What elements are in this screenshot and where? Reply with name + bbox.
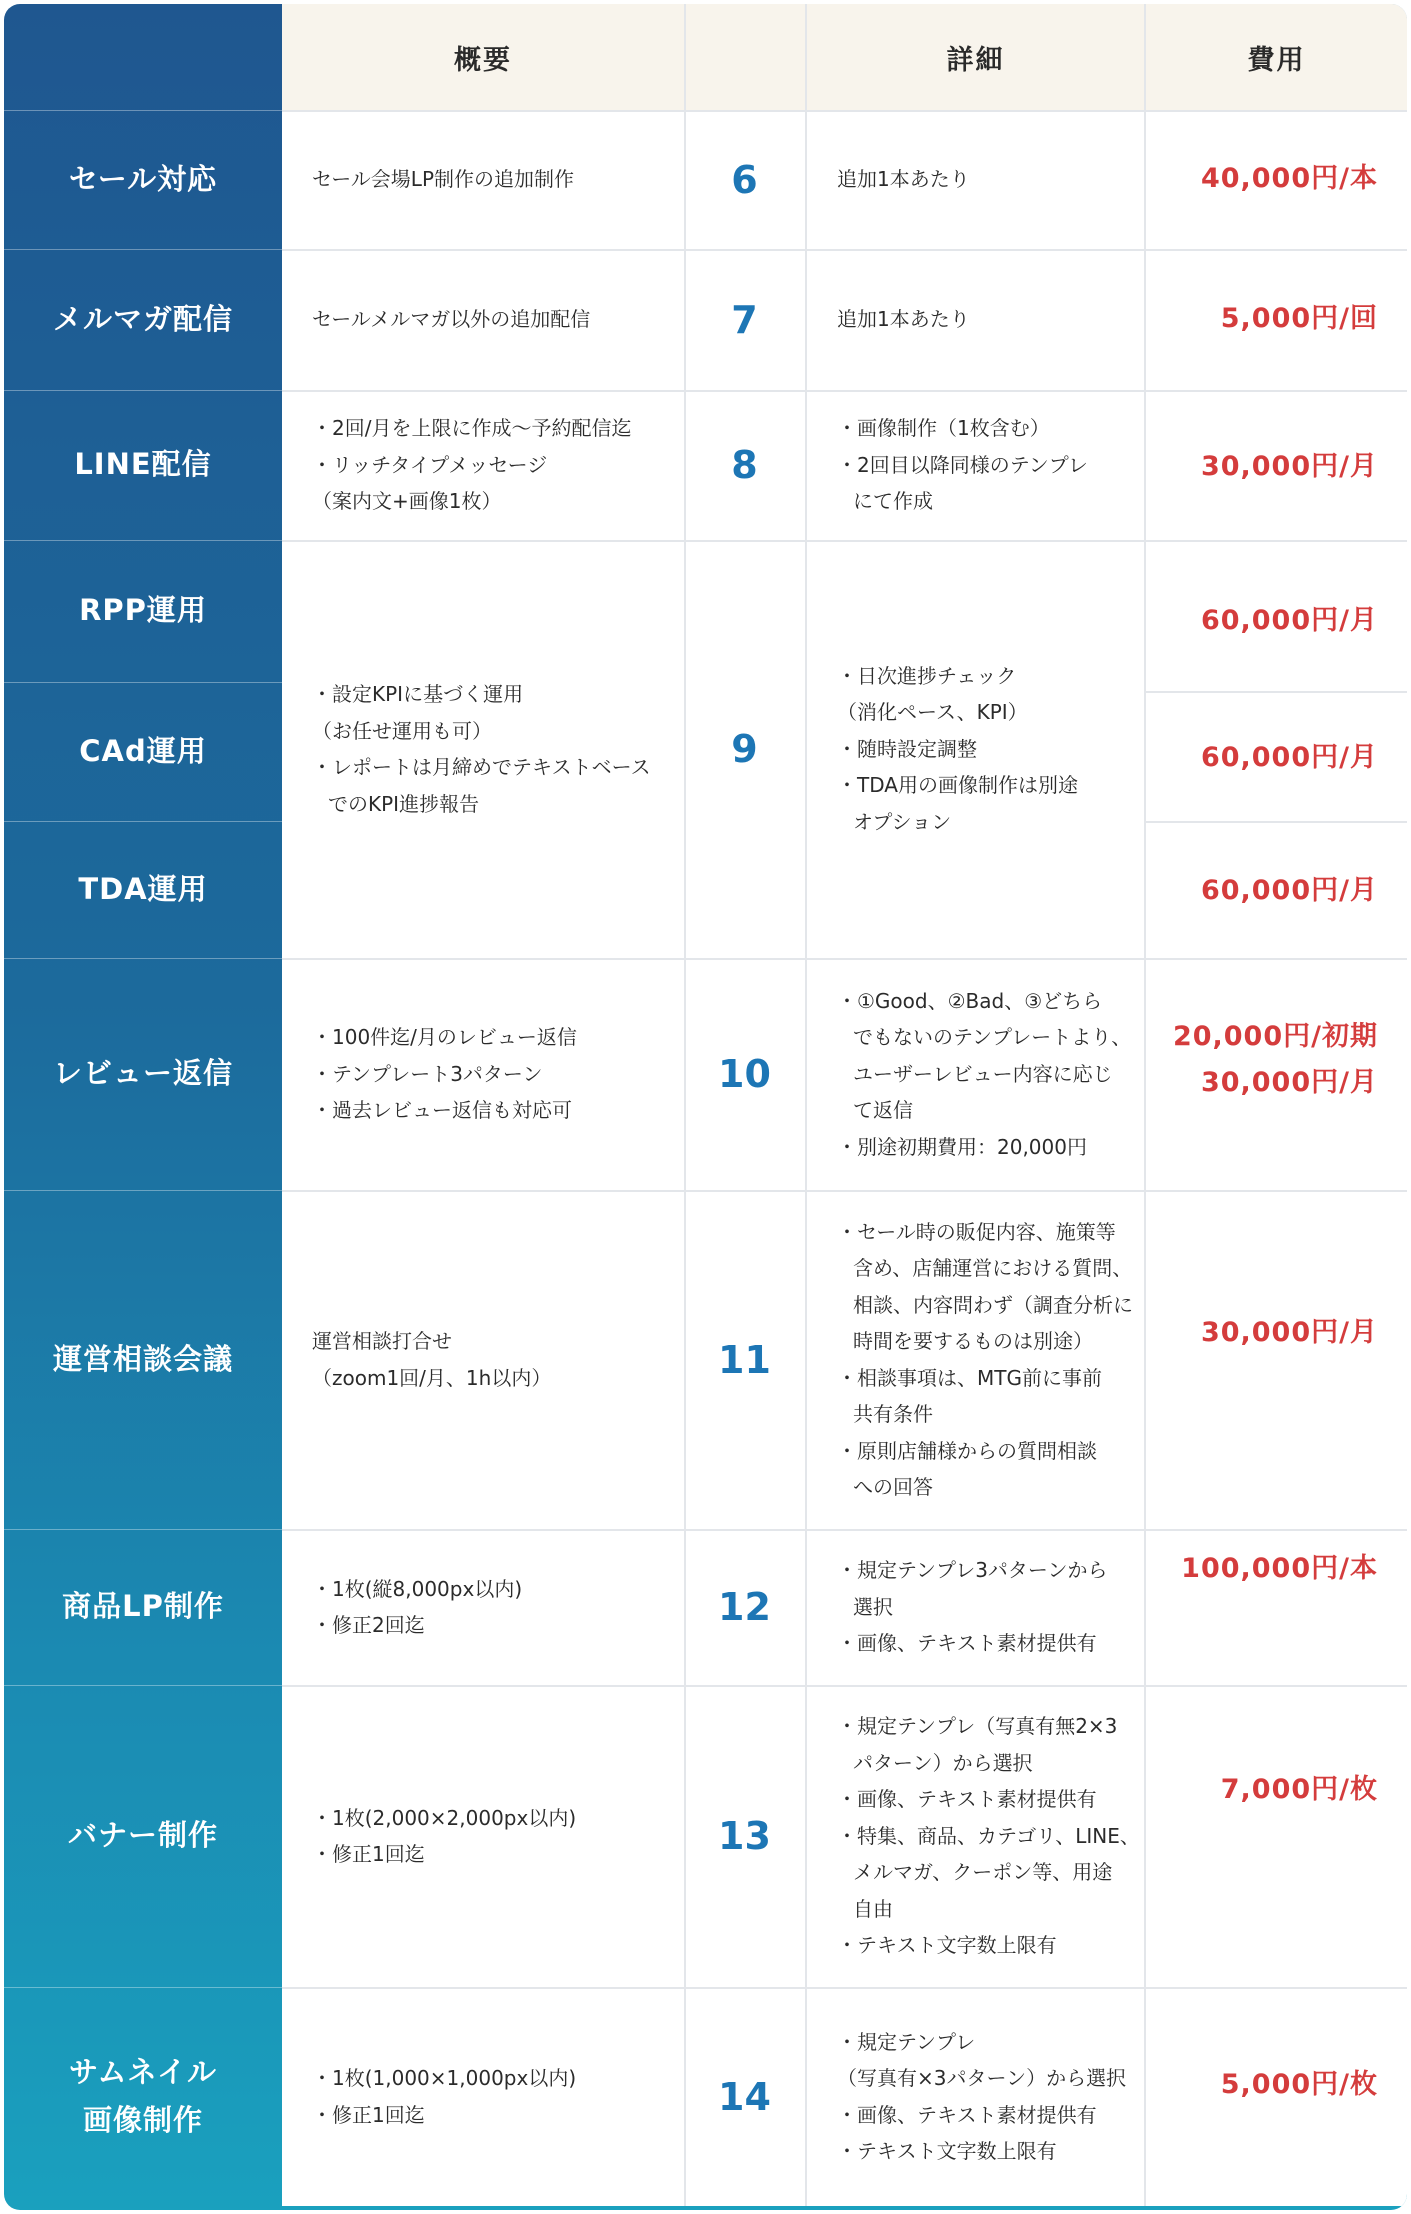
category-label: バナー制作: [67, 1818, 218, 1853]
detail-line: ・画像、テキスト素材提供有: [837, 2102, 1097, 2127]
detail-cell: [837, 958, 1142, 1190]
summary-line: ・1枚(縦8,000px以内): [312, 1576, 523, 1601]
category-label-line: サムネイル: [69, 2054, 217, 2089]
header-corner: [4, 4, 282, 110]
detail-line: への回答: [853, 1475, 933, 1499]
header-cost: 費用: [1146, 4, 1407, 110]
row-number: 7: [731, 297, 758, 342]
summary-cell: [312, 110, 677, 249]
summary-cell: [312, 540, 677, 958]
row-number: 12: [718, 1585, 771, 1629]
summary-line: ・設定KPIに基づく運用: [312, 682, 524, 706]
row-number: 13: [718, 1814, 771, 1858]
price-value: 30,000円/月: [1200, 1317, 1378, 1348]
summary-line: 運営相談打合せ: [312, 1329, 452, 1353]
category-label: RPP運用: [79, 593, 207, 628]
row-divider: [1144, 691, 1407, 693]
row-divider: [1144, 821, 1407, 823]
category-label: メルマガ配信: [52, 301, 233, 336]
detail-line: 共有条件: [853, 1402, 933, 1426]
column-divider: [805, 4, 807, 2206]
detail-line: ・原則店舗様からの質問相談: [837, 1438, 1097, 1463]
category-label-line: 画像制作: [82, 2102, 203, 2137]
detail-line: ・日次進捗チェック: [837, 663, 1017, 688]
row-number: 10: [718, 1052, 771, 1096]
detail-line: て返信: [853, 1098, 913, 1123]
summary-cell: [312, 1190, 677, 1529]
detail-line: ・随時設定調整: [837, 736, 977, 761]
detail-line: 時間を要するものは別途）: [853, 1329, 1093, 1353]
summary-line: ・修正1回迄: [312, 1842, 425, 1866]
category-label: レビュー返信: [52, 1056, 233, 1091]
category-label: 運営相談会議: [52, 1341, 233, 1376]
pricing-table: [4, 4, 1407, 2210]
detail-line: 選択: [853, 1594, 893, 1619]
summary-cell: [312, 958, 677, 1190]
detail-cell: [837, 1685, 1142, 1987]
price-value: 5,000円/回: [1220, 303, 1378, 334]
summary-line: （案内文+画像1枚）: [312, 489, 502, 514]
price-value: 60,000円/月: [1200, 875, 1378, 906]
detail-cell: [837, 1529, 1142, 1685]
price-value: 40,000円/本: [1200, 163, 1378, 194]
detail-line: パターン）から選択: [853, 1750, 1033, 1775]
detail-cell: [837, 1987, 1142, 2206]
summary-cell: [312, 1529, 677, 1685]
detail-line: ユーザーレビュー内容に応じ: [853, 1061, 1113, 1086]
price-value: 30,000円/月: [1200, 1067, 1378, 1098]
detail-line: ・テキスト文字数上限有: [837, 1933, 1057, 1958]
detail-line: でもないのテンプレートより、: [853, 1025, 1132, 1050]
summary-line: （お任せ運用も可）: [312, 718, 492, 743]
detail-line: ・画像、テキスト素材提供有: [837, 1631, 1097, 1656]
row-number: 6: [731, 157, 758, 202]
detail-line: （写真有×3パターン）から選択: [837, 2066, 1127, 2090]
header-summary: 概要: [282, 4, 684, 110]
detail-line: 追加1本あたり: [837, 307, 970, 332]
row-number: 9: [731, 727, 758, 771]
detail-line: ・TDA用の画像制作は別途: [837, 773, 1078, 798]
detail-line: 追加1本あたり: [837, 167, 970, 192]
row-number: 11: [718, 1337, 771, 1382]
summary-line: ・2回/月を上限に作成〜予約配信迄: [312, 416, 632, 441]
price-value: 100,000円/本: [1181, 1553, 1378, 1584]
summary-line: ・修正2回迄: [312, 1613, 425, 1637]
detail-line: ・相談事項は、MTG前に事前: [837, 1365, 1102, 1390]
detail-cell: [837, 540, 1137, 958]
price-value: 60,000円/月: [1200, 605, 1378, 636]
detail-line: （消化ペース、KPI）: [837, 700, 1028, 725]
summary-line: ・テンプレート3パターン: [312, 1061, 543, 1086]
detail-line: ・別途初期費用：20,000円: [837, 1134, 1087, 1159]
summary-line: でのKPI進捗報告: [328, 791, 480, 816]
price-value: 20,000円/初期: [1172, 1021, 1378, 1052]
summary-line: ・100件迄/月のレビュー返信: [312, 1025, 577, 1050]
detail-cell: [837, 390, 1137, 540]
summary-cell: [312, 249, 677, 390]
category-label: 商品LP制作: [62, 1589, 224, 1624]
detail-cell: [837, 110, 1137, 249]
summary-cell: [312, 1987, 677, 2206]
summary-cell: [312, 1685, 677, 1987]
detail-line: メルマガ、クーポン等、用途: [853, 1860, 1113, 1885]
detail-line: ・画像制作（1枚含む）: [837, 416, 1050, 441]
summary-cell: [312, 390, 677, 540]
summary-line: ・過去レビュー返信も対応可: [312, 1098, 572, 1123]
header-detail: 詳細: [807, 4, 1144, 110]
detail-line: ・2回目以降同様のテンプレ: [837, 452, 1088, 477]
price-value: 5,000円/枚: [1220, 2069, 1378, 2100]
detail-line: ・セール時の販促内容、施策等: [837, 1219, 1116, 1244]
category-label: CAd運用: [79, 733, 207, 768]
detail-line: ・①Good、②Bad、③どちら: [837, 988, 1103, 1013]
detail-line: ・規定テンプレ3パターンから: [837, 1558, 1108, 1583]
summary-line: セールメルマガ以外の追加配信: [312, 307, 591, 332]
detail-line: ・画像、テキスト素材提供有: [837, 1787, 1097, 1812]
detail-cell: [837, 1190, 1142, 1529]
detail-line: ・特集、商品、カテゴリ、LINE、: [837, 1823, 1140, 1848]
detail-line: 自由: [853, 1896, 893, 1921]
detail-line: にて作成: [853, 489, 933, 514]
detail-line: ・規定テンプレ: [837, 2029, 976, 2054]
category-label: TDA運用: [78, 871, 208, 906]
summary-line: ・1枚(2,000×2,000px以内): [312, 1805, 577, 1830]
summary-line: ・レポートは月締めでテキストベース: [312, 755, 651, 779]
detail-line: オプション: [853, 809, 952, 834]
row-number: 14: [718, 2074, 771, 2119]
summary-line: ・修正1回迄: [312, 2102, 425, 2127]
detail-line: ・規定テンプレ（写真有無2×3: [837, 1714, 1118, 1739]
category-label: セール対応: [68, 161, 218, 196]
category-label: LINE配信: [74, 447, 212, 482]
summary-line: ・リッチタイプメッセージ: [312, 452, 548, 477]
summary-line: ・1枚(1,000×1,000px以内): [312, 2066, 577, 2090]
price-value: 30,000円/月: [1200, 451, 1378, 482]
detail-cell: [837, 249, 1137, 390]
category-label: [4, 1987, 282, 2206]
header-number: [686, 4, 805, 110]
detail-line: 含め、店舗運営における質問、: [853, 1256, 1133, 1280]
detail-line: 相談、内容問わず（調査分析に: [853, 1292, 1133, 1317]
summary-line: セール会場LP制作の追加制作: [312, 167, 575, 192]
row-number: 8: [731, 443, 758, 487]
detail-line: ・テキスト文字数上限有: [837, 2139, 1057, 2163]
summary-line: （zoom1回/月、1h以内）: [312, 1365, 552, 1390]
price-value: 7,000円/枚: [1220, 1774, 1378, 1805]
price-value: 60,000円/月: [1200, 742, 1378, 773]
